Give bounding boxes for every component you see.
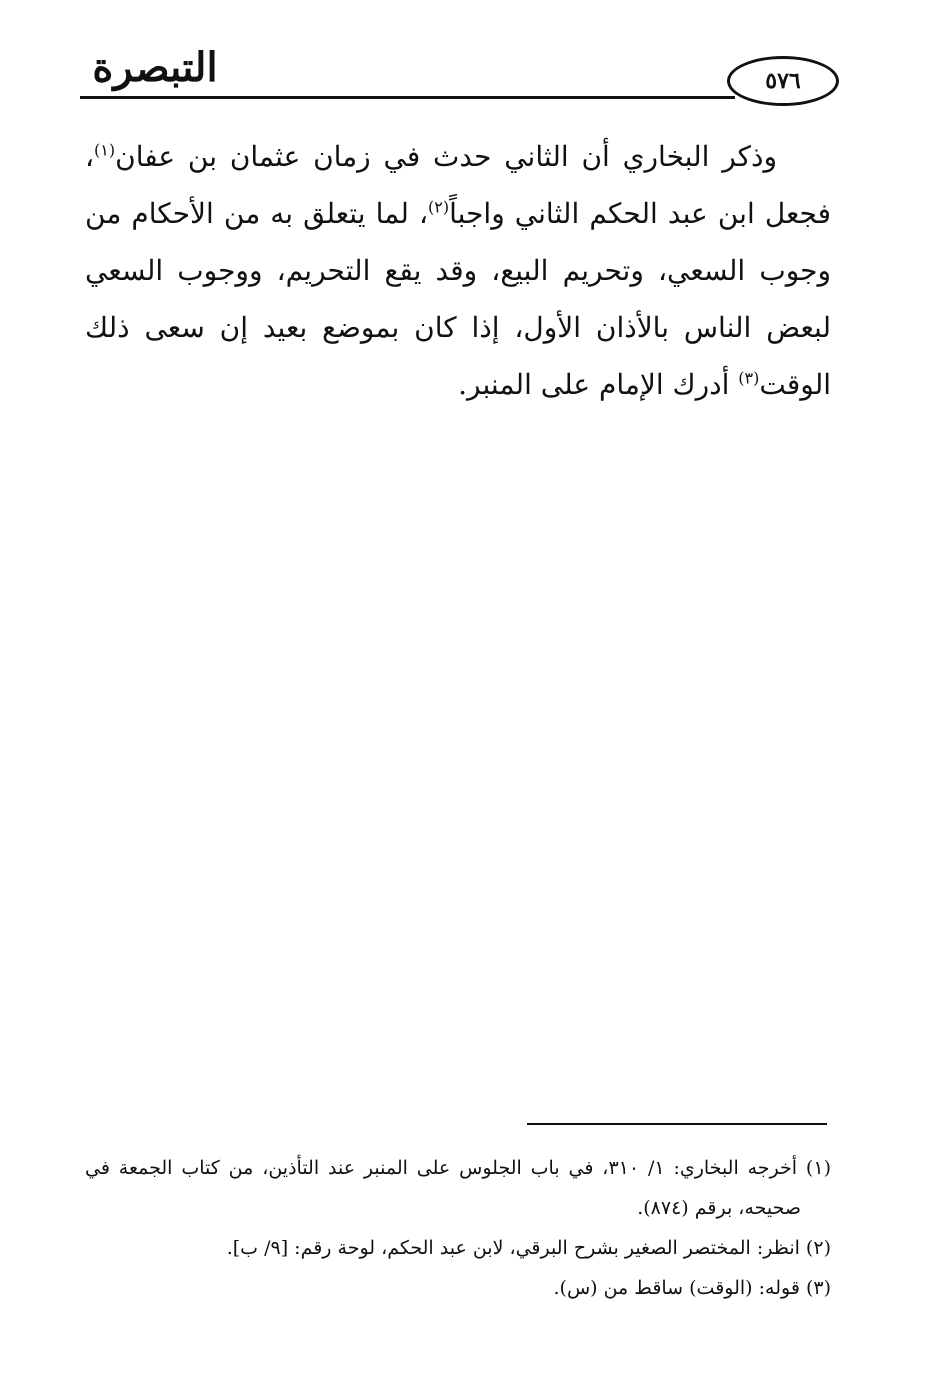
footnote-1: (١) أخرجه البخاري: ١/ ٣١٠، في باب الجلوس على المنبر عند التأذين، من كتاب الجمعة في صحيحه، برقم (٨٧٤). xyxy=(85,1157,831,1219)
text-segment: ، لما يتعلق به من الأحكام من وجوب السعي، وتحريم البيع، وقد يقع التحريم، ووجوب السعي لبعض الناس بالأذان الأول، إذا كان بموضع بعيد إن سعى ذلك الوقت xyxy=(85,197,831,401)
footnote-separator xyxy=(527,1123,827,1125)
text-segment: ، فجعل ابن عبد الحكم الثاني واجباً xyxy=(85,140,831,230)
footnote-ref-3: (٣) xyxy=(738,368,760,388)
footnotes xyxy=(85,1148,831,1308)
footnote-ref-1: (١) xyxy=(94,140,116,160)
footnote-ref-2: (٢) xyxy=(428,197,450,217)
text-segment: أدرك الإمام على المنبر. xyxy=(458,368,739,401)
main-text xyxy=(85,128,831,413)
page-header xyxy=(80,38,840,118)
book-title: التبصرة xyxy=(92,44,218,91)
body-paragraph xyxy=(85,128,831,413)
header-rule xyxy=(80,96,735,99)
footnote-3: (٣) قوله: (الوقت) ساقط من (س). xyxy=(553,1277,831,1299)
footnote-2: (٢) انظر: المختصر الصغير بشرح البرقي، لابن عبد الحكم، لوحة رقم: [٩/ ب]. xyxy=(226,1237,831,1259)
page-number: ٥٧٦ xyxy=(765,68,801,94)
text-segment: وذكر البخاري أن الثاني حدث في زمان عثمان بن عفان xyxy=(115,140,777,173)
page-number-badge xyxy=(727,56,839,106)
